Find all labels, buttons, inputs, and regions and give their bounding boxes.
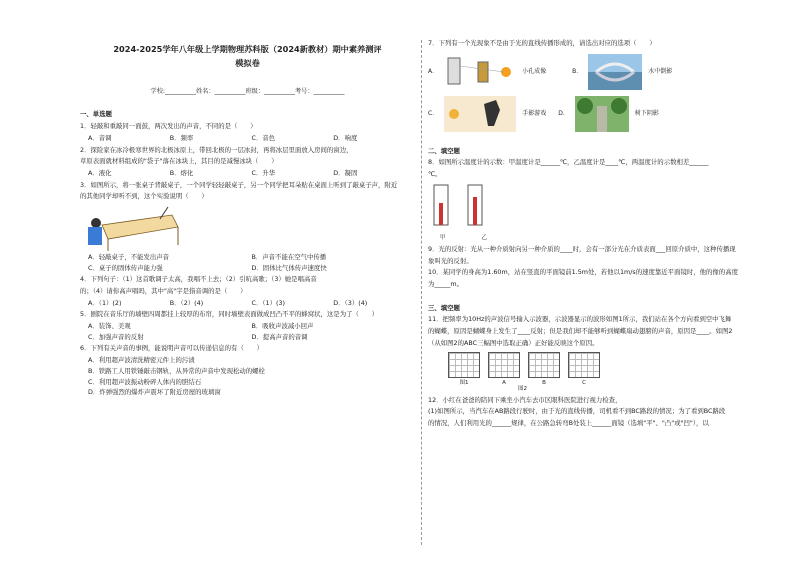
- option: D．提高声音的音调: [251, 332, 308, 341]
- column-divider: [421, 40, 422, 545]
- oscilloscope-labels: [448, 380, 768, 387]
- question-10-line2: 为_____m。: [428, 280, 463, 289]
- question-11-line3: （从如图2的ABC三幅图中选取正确）正好能反映这个原因。: [428, 338, 599, 347]
- option: D．（3）(4): [333, 298, 368, 307]
- option: C．（1）(3): [251, 298, 286, 307]
- section-heading-fill-2: 三、填空题: [428, 303, 460, 312]
- question-9-line1: 9．光的反射：光从一种介质射向另一种介质的____时，会有一部分光在介质表面___回原介质中，这种传播现: [428, 245, 736, 254]
- question-5: 5．剧院在音乐厅的墙壁四周都挂上较厚的布帘，同时墙壁表面做成凹凸不平的蜂窝状，这是为了（ ）: [80, 310, 379, 319]
- question-3-options-ab: [88, 254, 415, 262]
- question-2-line2: 草原表面就材料组成的"袋子"落在冰块上，其目的是减慢冰块（ ）: [80, 157, 278, 166]
- option: C．桌子的固体传声能力强: [88, 263, 163, 272]
- question-5-options-cd: [88, 334, 415, 342]
- question-12-line1: 12．小红在爸爸的陪同下乘坐小汽车去市区眼科医院进行视力检查，: [428, 395, 622, 404]
- question-9-line2: 象叫光的反射。: [428, 256, 473, 265]
- left-column: [80, 36, 415, 400]
- question-5-options-ab: [88, 323, 415, 331]
- question-6: 6．下列有关声音的事例，能说明声音可以传递信息的有（ ）: [80, 344, 264, 353]
- option: A．装饰、美观: [88, 322, 131, 331]
- oscilloscope-figures: [448, 352, 768, 378]
- fig-label: 图1: [459, 379, 469, 386]
- option: B．声音不能在空气中传播: [251, 252, 327, 261]
- question-10-line1: 10．某同学的身高为1.60m，站在竖直的平面镜前1.5m处，若他以1m/s的速度靠近平面镜时，他的像的高度: [428, 268, 738, 277]
- oscilloscope-a: [488, 352, 520, 378]
- exam-title-line1: 2024-2025学年八年级上学期物理苏科版（2024新教材）期中素养测评: [113, 44, 382, 54]
- pinhole-label: 小孔成像: [522, 68, 547, 76]
- bridge-reflection-image: [588, 54, 642, 90]
- section-heading-single-choice: 一、单选题: [80, 110, 112, 119]
- pinhole-image: [444, 54, 516, 90]
- option: B．吸收声波减小回声: [251, 322, 314, 331]
- question-3-options-cd: [88, 265, 415, 273]
- option: A．利用超声波清洗精密元件上的污渍: [88, 356, 195, 365]
- question-7-images-row2: [428, 96, 768, 132]
- question-2-options: [88, 170, 415, 178]
- option: A．液化: [88, 168, 112, 177]
- question-4-line1: 4．下列句子：（1）这首歌调子太高，我唱不上去；（2）引吭高歌；（3）她是唱高音: [80, 275, 317, 284]
- option: C．利用超声波振动粉碎人体内的胆结石: [88, 377, 202, 386]
- hand-shadow-label: 手影游戏: [522, 110, 547, 118]
- question-11-line2: 的蝴蝶，原因是蝴蝶身上发生了____反射；但是我们却不能够听到蝴蝶扇动翅膀的声音，原因是____。如图2: [428, 327, 733, 336]
- option: A．轻敲桌子，不能发出声音: [88, 252, 170, 261]
- option-b-label: B．: [572, 68, 583, 76]
- option: C．升华: [251, 168, 276, 177]
- tree-shade-image: [575, 96, 629, 132]
- fig-label: A: [502, 379, 506, 386]
- desk-experiment-image: [80, 205, 180, 251]
- option: B．熔化: [169, 168, 194, 177]
- section-heading-fill-1: 二、填空题: [428, 146, 460, 155]
- student-info: 学校:__________姓名：__________班级：__________考号：__________: [150, 88, 345, 95]
- option: B．铁路工人用铁锤敲击钢轨，从异常的声音中发现松动的螺栓: [88, 366, 265, 375]
- question-11-line1: 11．把频率为10Hz的声波信号输入示波器，示波器显示的波形如图1所示，我们站在各个方向看到空中飞舞: [428, 315, 732, 324]
- option: D．炸弹强烈的爆炸声震坏了附近房屋的玻璃窗: [88, 388, 221, 397]
- thermometers-image: [428, 183, 498, 233]
- question-8-line2: ℃。: [428, 170, 442, 179]
- oscilloscope-b: [528, 352, 560, 378]
- hand-shadow-image: [444, 96, 516, 132]
- option: D．凝固: [333, 168, 358, 177]
- question-1: 1．轻敲和重敲同一面鼓，两次发出的声音，不同的是（ ）: [80, 122, 257, 131]
- fig-label: C: [582, 379, 586, 386]
- reflection-label: 水中倒影: [648, 68, 673, 76]
- question-12-line2: (1)如图所示，当汽车在AB路段行驶时，由于光的直线传播，司机看不到BC路段的情况；为了看到BC路段: [428, 407, 726, 416]
- question-4-line2: 的；（4）请你高声唱吗，其中"高"字是指音调的是（ ）: [80, 287, 247, 295]
- option: A．音调: [88, 133, 112, 142]
- question-2-line1: 2．探险家在冰冷极寒世界的北极冰原上，带回北极的一层冰封，再将冰层里面放入房间的窗边，: [80, 145, 353, 154]
- option: D．固体比气体传声速度快: [251, 263, 327, 272]
- tree-shade-label: 树下阴影: [634, 110, 659, 118]
- option: B．（2）(4): [169, 298, 204, 307]
- oscilloscope-figure1: [448, 352, 480, 378]
- option: B．频率: [169, 133, 194, 142]
- question-3-line2: 的其他同学却听不到，这个实验说明（ ）: [80, 192, 208, 201]
- right-column: [428, 36, 768, 432]
- question-3-line1: 3．如图所示，将一张桌子背敲桌子，一个同学轻轻敲桌子，另一个同学把耳朵贴在桌面上听到了敲桌子声，附近: [80, 180, 398, 189]
- exam-title-line2: 模拟卷: [235, 58, 260, 68]
- question-8-line1: 8．如图所示温度计的示数：甲温度计是______℃，乙温度计是____℃，两温度计的示数相差______: [428, 158, 709, 167]
- thermo-label-yi: 乙: [481, 235, 488, 242]
- question-12-line3: 的情况，人们利用光的______规律，在公路急转弯B处装上______面镜（选填"平"、"凸"或"凹"），以: [428, 419, 709, 428]
- thermo-label-jia: 甲: [440, 235, 446, 242]
- fig2-label: 图2: [518, 386, 527, 393]
- option-d-label: D．: [558, 110, 569, 118]
- fig-label: B: [542, 379, 546, 386]
- oscilloscope-c: [568, 352, 600, 378]
- question-7-images-row1: [428, 54, 768, 90]
- option: A．（1）(2): [88, 298, 122, 307]
- option: C．音色: [251, 133, 276, 142]
- option-c-label: C．: [428, 110, 439, 118]
- question-7: 7．下列有一个光现象不是由于光的直线传播形成的，请选出对应的选项（ ）: [428, 39, 656, 47]
- thermometer-labels: [440, 235, 768, 242]
- option: D．响度: [333, 133, 358, 142]
- question-1-options: [88, 135, 415, 143]
- question-4-options: [88, 300, 415, 308]
- option-a-label: A．: [428, 68, 439, 76]
- option: C．加强声音的反射: [88, 332, 144, 341]
